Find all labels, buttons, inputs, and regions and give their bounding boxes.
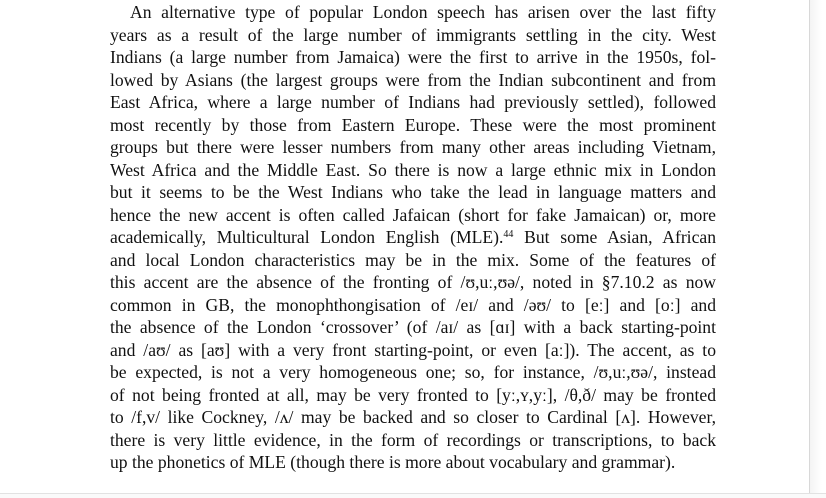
paragraph-line: Indians (a large number from Jamaica) were the first to arrive in the 1950s, fol- xyxy=(110,47,716,67)
paragraph-line: but it seems to be the West Indians who take the lead in language matters and xyxy=(110,182,716,202)
paragraph-line: years as a result of the large number of immigrants settling in the city. West xyxy=(110,24,716,45)
paragraph-line: the absence of the London ‘crossover’ (of /aɪ/ as [ɑɪ] with a back starting-point xyxy=(110,317,716,337)
page-edge-shadow xyxy=(809,0,822,498)
paragraph-line: groups but there were lesser numbers from many other areas including Vietnam, xyxy=(110,137,716,157)
paragraph-line: most recently by those from Eastern Europe. These were the most prominent xyxy=(110,114,716,135)
paragraph-line: hence the new accent is often called Jafaican (short for fake Jamaican) or, more xyxy=(110,204,716,225)
paragraph-line: up the phonetics of MLE (though there is more about vocabulary and grammar). xyxy=(110,452,676,472)
paragraph-line: An alternative type of popular London speech has arisen over the last fifty xyxy=(130,2,716,22)
paragraph-line: and local London characteristics may be in the mix. Some of the features of xyxy=(110,249,716,270)
paragraph-line: this accent are the absence of the fronting of /ʊ,uː,ʊə/, noted in §7.10.2 as now xyxy=(110,272,716,292)
page-bottom-edge xyxy=(0,493,826,498)
paragraph-line-with-footnote xyxy=(110,226,716,249)
paragraph-line: and /aʊ/ as [aʊ] with a very front starting-point, or even [aː]). The accent, as to xyxy=(110,339,716,360)
line-text: academically, Multicultural London English (MLE). xyxy=(110,227,504,247)
paragraph-line: East Africa, where a large number of Indians had previously settled), followed xyxy=(110,92,716,112)
paragraph-line: there is very little evidence, in the form of recordings or transcriptions, to back xyxy=(110,429,716,450)
footnote-reference[interactable]: 44 xyxy=(503,229,514,240)
paragraph-line: of not being fronted at all, may be very fronted to [yː,ʏ,yː], /θ,ð/ may be fronted xyxy=(110,384,716,405)
paragraph-line: to /f,v/ like Cockney, /ʌ/ may be backed and so closer to Cardinal [ʌ]. However, xyxy=(110,407,716,427)
paragraph-line: be expected, is not a very homogeneous one; so, for instance, /ʊ,uː,ʊə/, instead xyxy=(110,362,716,382)
paragraph-line: West Africa and the Middle East. So there is now a large ethnic mix in London xyxy=(110,159,716,180)
body-paragraph xyxy=(110,1,716,474)
paragraph-line: common in GB, the monophthongisation of /eɪ/ and /əʊ/ to [eː] and [oː] and xyxy=(110,294,716,315)
line-text: But some Asian, African xyxy=(513,227,716,247)
paragraph-line: lowed by Asians (the largest groups were from the Indian subcontinent and from xyxy=(110,69,716,90)
